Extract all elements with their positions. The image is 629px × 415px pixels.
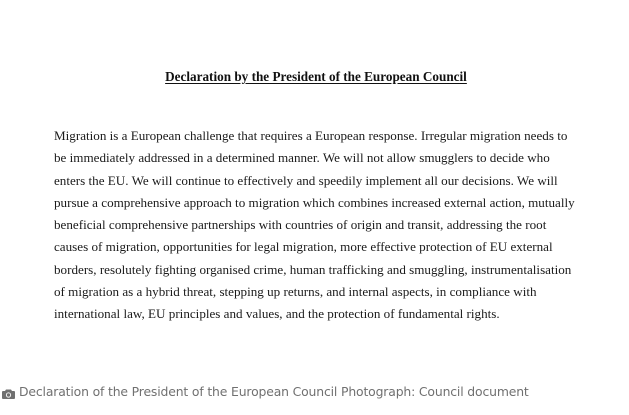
document-line: be immediately addressed in a determined manner. We will not allow smugglers to decide who (54, 150, 550, 166)
document-line: borders, resolutely fighting organised crime, human trafficking and smuggling, instrumentalisation (54, 261, 572, 277)
camera-icon (2, 387, 15, 397)
document-title (0, 69, 629, 85)
document-line: causes of migration, opportunities for legal migration, more effective protection of EU external (54, 239, 553, 255)
document-line: Migration is a European challenge that requires a European response. Irregular migration needs to (54, 128, 568, 143)
document-title-text: Declaration by the President of the European Council (165, 69, 467, 84)
document-line: pursue a comprehensive approach to migration which combines increased external action, mutually (54, 194, 575, 210)
document-line: beneficial comprehensive partnerships with countries of origin and transit, addressing the root (54, 217, 547, 233)
document-line: of migration as a hybrid threat, stepping up returns, and internal aspects, in compliance with (54, 284, 537, 300)
document-line: international law, EU principles and values, and the protection of fundamental rights. (54, 306, 500, 322)
document-line: enters the EU. We will continue to effectively and speedily implement all our decisions. We will (54, 172, 558, 188)
caption-text: Declaration of the President of the European Council Photograph: Council document (19, 384, 529, 399)
document-body (54, 125, 574, 326)
image-caption (2, 384, 529, 399)
